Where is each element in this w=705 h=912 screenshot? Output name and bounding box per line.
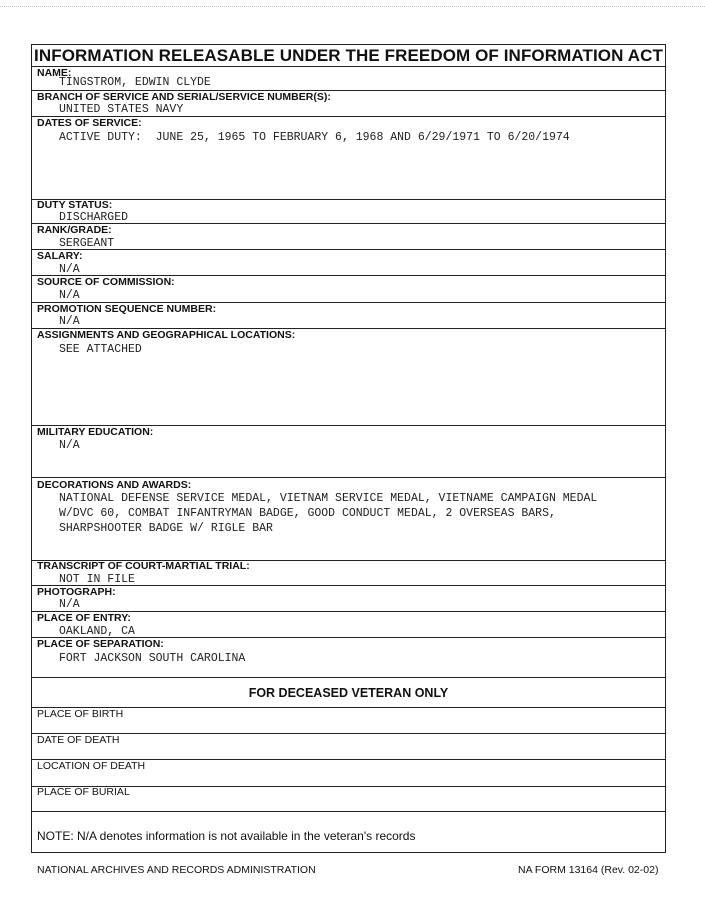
divider	[32, 199, 665, 200]
source-of-commission-label: SOURCE OF COMMISSION:	[37, 276, 175, 288]
salary-value: N/A	[59, 263, 80, 276]
date-of-death-label: DATE OF DEATH	[37, 734, 120, 746]
divider	[32, 811, 665, 812]
dates-of-service-value: ACTIVE DUTY: JUNE 25, 1965 TO FEBRUARY 6, 1968 AND 6/29/1971 TO 6/20/1974	[59, 131, 570, 144]
branch-label: BRANCH OF SERVICE AND SERIAL/SERVICE NUMBER(S):	[37, 91, 331, 103]
court-martial-value: NOT IN FILE	[59, 573, 135, 586]
source-of-commission-value: N/A	[59, 289, 80, 302]
military-education-label: MILITARY EDUCATION:	[37, 426, 154, 438]
name-value: TINGSTROM, EDWIN CLYDE	[59, 76, 211, 89]
photograph-value: N/A	[59, 598, 80, 611]
place-of-birth-label: PLACE OF BIRTH	[37, 708, 124, 720]
place-of-separation-label: PLACE OF SEPARATION:	[37, 638, 164, 650]
salary-label: SALARY:	[37, 250, 83, 262]
rank-label: RANK/GRADE:	[37, 224, 112, 236]
decorations-value: NATIONAL DEFENSE SERVICE MEDAL, VIETNAM SERVICE MEDAL, VIETNAME CAMPAIGN MEDAL W/DVC 60, COMBAT INFANTRYMAN BADGE, GOOD CONDUCT MEDAL, 2 OVERSEAS BARS, SHARPSHOOTER BADGE W/ RIGLE BAR	[59, 492, 598, 535]
promotion-sequence-label: PROMOTION SEQUENCE NUMBER:	[37, 303, 217, 315]
name-label: NAME:	[37, 67, 72, 79]
place-of-entry-value: OAKLAND, CA	[59, 625, 135, 638]
divider	[32, 223, 665, 224]
divider	[32, 249, 665, 250]
divider	[32, 585, 665, 586]
duty-status-value: DISCHARGED	[59, 211, 129, 224]
footer-form-number: NA FORM 13164 (Rev. 02-02)	[518, 864, 659, 876]
dates-of-service-label: DATES OF SERVICE:	[37, 117, 142, 129]
decorations-label: DECORATIONS AND AWARDS:	[37, 479, 192, 491]
place-of-entry-label: PLACE OF ENTRY:	[37, 612, 131, 624]
divider	[32, 707, 665, 708]
assignments-label: ASSIGNMENTS AND GEOGRAPHICAL LOCATIONS:	[37, 329, 296, 341]
duty-status-label: DUTY STATUS:	[37, 199, 113, 211]
photograph-label: PHOTOGRAPH:	[37, 586, 116, 598]
scan-edge-dots	[0, 6, 705, 7]
military-education-value: N/A	[59, 439, 80, 452]
divider	[32, 677, 665, 678]
assignments-value: SEE ATTACHED	[59, 343, 142, 356]
branch-value: UNITED STATES NAVY	[59, 103, 184, 116]
divider	[32, 733, 665, 734]
divider	[32, 477, 665, 478]
rank-value: SERGEANT	[59, 237, 115, 250]
location-of-death-label: LOCATION OF DEATH	[37, 760, 146, 772]
na-note: NOTE: N/A denotes information is not available in the veteran's records	[37, 829, 416, 843]
promotion-sequence-value: N/A	[59, 315, 80, 328]
form-title: INFORMATION RELEASABLE UNDER THE FREEDOM OF INFORMATION ACT	[34, 46, 663, 65]
divider	[32, 66, 665, 67]
court-martial-label: TRANSCRIPT OF COURT-MARTIAL TRIAL:	[37, 560, 250, 572]
place-of-burial-label: PLACE OF BURIAL	[37, 786, 130, 798]
foia-form	[31, 44, 666, 853]
footer-agency: NATIONAL ARCHIVES AND RECORDS ADMINISTRATION	[37, 864, 316, 876]
place-of-separation-value: FORT JACKSON SOUTH CAROLINA	[59, 652, 246, 665]
deceased-section-heading: FOR DECEASED VETERAN ONLY	[248, 686, 449, 700]
